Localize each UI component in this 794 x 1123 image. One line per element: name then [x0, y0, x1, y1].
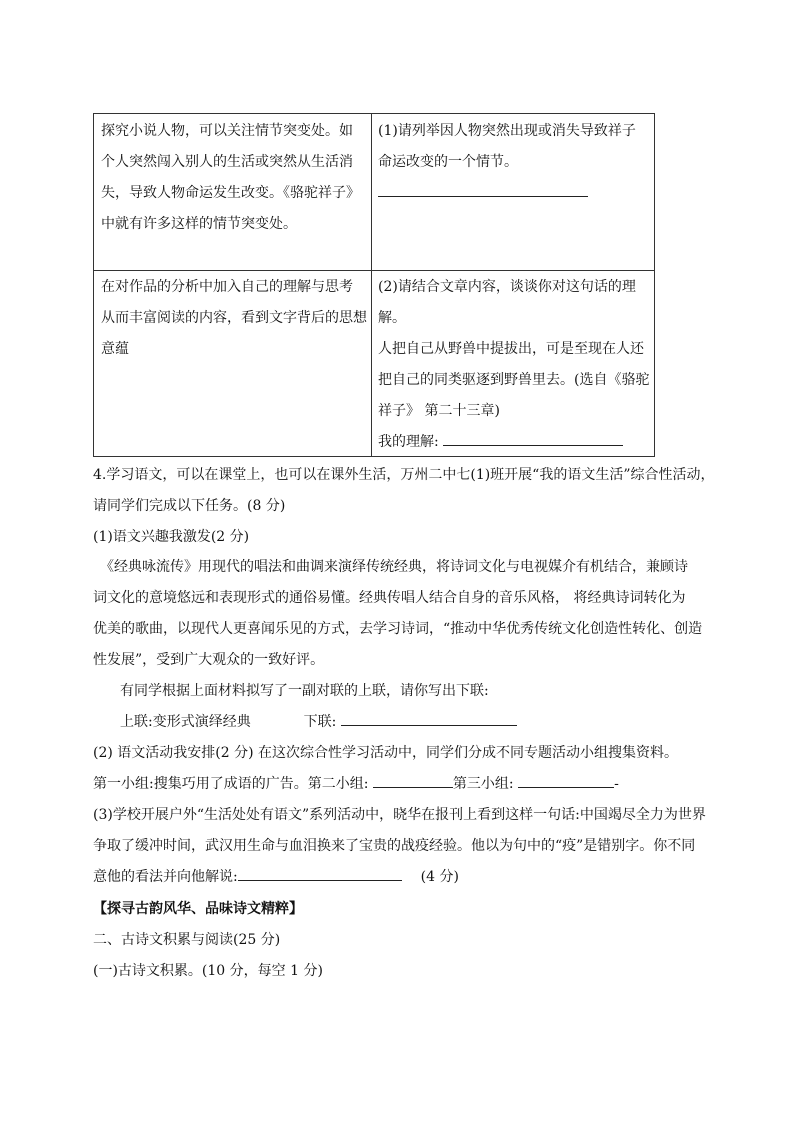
answer-blank-explain[interactable]: [238, 864, 402, 881]
q4-para1: 《经典咏流传》用现代的唱法和曲调来演绎传统经典，将诗词文化与电视媒介有机结合，兼顾诗: [100, 559, 688, 575]
section-subtitle: (一)古诗文积累。(10 分，每空 1 分): [93, 963, 323, 979]
my-understanding-label: 我的理解:: [378, 434, 439, 450]
q4-sub1-title: (1)语文兴趣我激发(2 分): [93, 529, 250, 545]
lower-couplet-label: 下联:: [303, 714, 337, 730]
table-cell-r1c2: (1)请列举因人物突然出现或消失导致祥子 命运改变的一个情节。: [378, 116, 650, 209]
group-line: 第一小组:搜集巧用了成语的广告。第二小组: 第三小组: -: [93, 769, 713, 800]
group3-text: 第三小组:: [452, 776, 514, 792]
answer-blank-group3[interactable]: [518, 771, 614, 788]
q4-line2: 请同学们完成以下任务。(8 分): [93, 498, 286, 514]
question-table: [93, 113, 655, 457]
couplet-line: [120, 707, 740, 738]
q4-sub3-line3: 意他的看法并向他解说: (4 分): [93, 862, 713, 893]
table-divider-vertical: [371, 114, 372, 456]
q4-sub3-score: (4 分): [420, 869, 459, 885]
q4-sub3-line1: (3)学校开展户外“生活处处有语文”系列活动中，晓华在报刊上看到这样一句话:中国竭尽全力为世界: [93, 807, 706, 823]
group1-text: 第一小组:搜集巧用了成语的广告。第二小组:: [93, 776, 369, 792]
table-cell-r2c2: (2)请结合文章内容，谈谈你对这句话的理解。 人把自己从野兽中提拔出，可是至现在人还 把自己的同类驱逐到野兽里去。(选自《骆驼 祥子》 第二十三章) 我的理解:: [378, 279, 650, 450]
q4-line1: 4.学习语文，可以在课堂上，也可以在课外生活，万州二中七(1)班开展“我的语文生活”综合性活动，: [93, 467, 715, 483]
upper-couplet: 上联:变形式演绎经典: [120, 714, 251, 730]
q4-sub2: (2) 语文活动我安排(2 分) 在这次综合性学习活动中，同学们分成不同专题活动小组搜集资料。: [93, 745, 679, 761]
table-cell-r1c1: 探究小说人物，可以关注情节突变处。如 个人突然闯入别人的生活或突然从生活消 失，导致人物命运发生改变。《骆驼祥子》 中就有许多这样的情节突变处。: [101, 123, 360, 232]
answer-blank-group2[interactable]: [373, 771, 453, 788]
table-cell-r2c1: 在对作品的分析中加入自己的理解与思考 从而丰富阅读的内容，看到文字背后的思想 意蕴: [101, 279, 367, 357]
answer-blank-couplet[interactable]: [341, 709, 517, 726]
couplet-intro: 有同学根据上面材料拟写了一副对联的上联，请你写出下联:: [120, 683, 489, 699]
q4-para4: 性发展”，受到广大观众的一致好评。: [93, 652, 325, 668]
section-title: 二、古诗文积累与阅读(25 分): [93, 932, 281, 948]
q4-sub3-line2: 争取了缓冲时间，武汉用生命与血泪换来了宝贵的战疫经验。他以为句中的“疫”是错别字。你不同: [93, 838, 696, 854]
answer-blank-understanding[interactable]: [443, 429, 623, 446]
q4-para2: 词文化的意境悠远和表现形式的通俗易懂。经典传唱人结合自身的音乐风格， 将经典诗词转化为: [93, 590, 686, 606]
table-divider-horizontal: [94, 270, 654, 271]
q4-para3: 优美的歌曲，以现代人更喜闻乐见的方式，去学习诗词，“推动中华优秀传统文化创造性转化、创造: [93, 621, 703, 637]
section-banner: 【探寻古韵风华、品味诗文精粹】: [93, 901, 303, 917]
answer-blank-plot[interactable]: [378, 180, 588, 197]
